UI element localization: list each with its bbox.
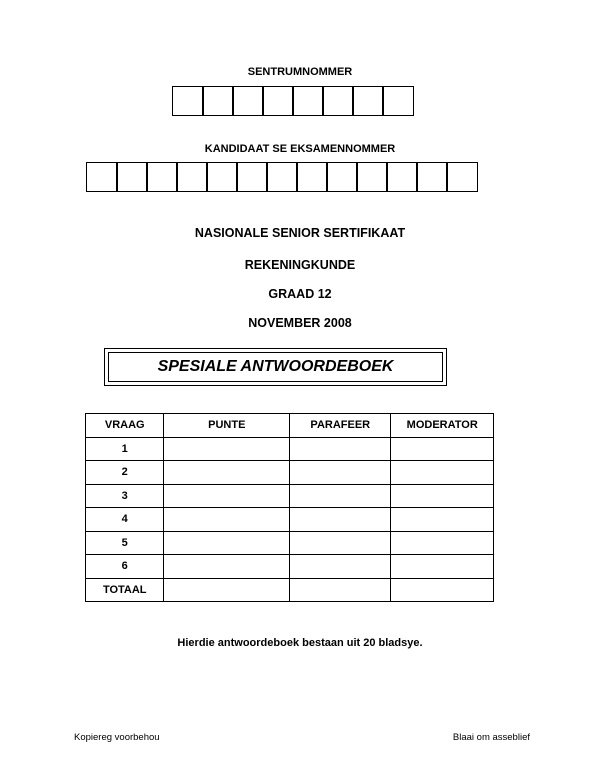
marks-cell[interactable]	[164, 508, 290, 532]
exam-number-digit-box[interactable]	[326, 162, 358, 192]
moderator-cell[interactable]	[391, 555, 494, 579]
header-moderator: MODERATOR	[391, 414, 494, 438]
centre-number-boxes[interactable]	[172, 86, 414, 116]
centre-number-digit-box[interactable]	[352, 86, 384, 116]
table-row	[86, 531, 494, 555]
question-number: 2	[86, 461, 164, 485]
marks-cell[interactable]	[164, 578, 290, 602]
initial-cell[interactable]	[290, 578, 391, 602]
centre-number-label: SENTRUMNOMMER	[247, 66, 353, 78]
grade-heading: GRAAD 12	[268, 287, 332, 301]
table-row	[86, 484, 494, 508]
moderator-cell[interactable]	[391, 484, 494, 508]
page-count-note: Hierdie antwoordeboek bestaan uit 20 bladsye.	[177, 637, 423, 649]
marks-table	[85, 413, 494, 602]
exam-number-digit-box[interactable]	[146, 162, 178, 192]
exam-number-label: KANDIDAAT SE EKSAMENNOMMER	[204, 143, 396, 155]
centre-number-digit-box[interactable]	[232, 86, 264, 116]
exam-number-digit-box[interactable]	[236, 162, 268, 192]
centre-number-digit-box[interactable]	[322, 86, 354, 116]
centre-number-digit-box[interactable]	[202, 86, 234, 116]
table-row	[86, 508, 494, 532]
moderator-cell[interactable]	[391, 508, 494, 532]
question-number: TOTAAL	[86, 578, 164, 602]
table-row	[86, 461, 494, 485]
marks-cell[interactable]	[164, 437, 290, 461]
header-marks: PUNTE	[164, 414, 290, 438]
turn-page-footer: Blaai om asseblief	[452, 732, 530, 743]
moderator-cell[interactable]	[391, 437, 494, 461]
exam-number-digit-box[interactable]	[86, 162, 118, 192]
table-row	[86, 555, 494, 579]
moderator-cell[interactable]	[391, 531, 494, 555]
exam-number-boxes[interactable]	[86, 162, 478, 192]
exam-number-digit-box[interactable]	[356, 162, 388, 192]
title-box	[104, 348, 447, 386]
question-number: 4	[86, 508, 164, 532]
marks-table-header	[86, 414, 494, 438]
marks-cell[interactable]	[164, 484, 290, 508]
initial-cell[interactable]	[290, 555, 391, 579]
exam-number-digit-box[interactable]	[296, 162, 328, 192]
header-question: VRAAG	[86, 414, 164, 438]
centre-number-digit-box[interactable]	[172, 86, 204, 116]
initial-cell[interactable]	[290, 437, 391, 461]
header-initial: PARAFEER	[290, 414, 391, 438]
marks-cell[interactable]	[164, 461, 290, 485]
moderator-cell[interactable]	[391, 461, 494, 485]
certificate-heading: NASIONALE SENIOR SERTIFIKAAT	[194, 226, 406, 240]
table-row	[86, 437, 494, 461]
answer-book-title: SPESIALE ANTWOORDEBOEK	[108, 352, 443, 382]
initial-cell[interactable]	[290, 461, 391, 485]
copyright-footer: Kopiereg voorbehou	[74, 732, 160, 743]
date-heading: NOVEMBER 2008	[248, 316, 352, 330]
marks-cell[interactable]	[164, 531, 290, 555]
initial-cell[interactable]	[290, 484, 391, 508]
centre-number-digit-box[interactable]	[292, 86, 324, 116]
initial-cell[interactable]	[290, 508, 391, 532]
question-number: 3	[86, 484, 164, 508]
question-number: 1	[86, 437, 164, 461]
centre-number-digit-box[interactable]	[382, 86, 414, 116]
centre-number-digit-box[interactable]	[262, 86, 294, 116]
exam-number-digit-box[interactable]	[206, 162, 238, 192]
exam-number-digit-box[interactable]	[446, 162, 478, 192]
exam-number-digit-box[interactable]	[386, 162, 418, 192]
marks-cell[interactable]	[164, 555, 290, 579]
exam-number-digit-box[interactable]	[116, 162, 148, 192]
subject-heading: REKENINGKUNDE	[244, 258, 356, 272]
exam-number-digit-box[interactable]	[266, 162, 298, 192]
initial-cell[interactable]	[290, 531, 391, 555]
question-number: 5	[86, 531, 164, 555]
question-number: 6	[86, 555, 164, 579]
moderator-cell[interactable]	[391, 578, 494, 602]
table-row	[86, 578, 494, 602]
exam-number-digit-box[interactable]	[176, 162, 208, 192]
exam-number-digit-box[interactable]	[416, 162, 448, 192]
